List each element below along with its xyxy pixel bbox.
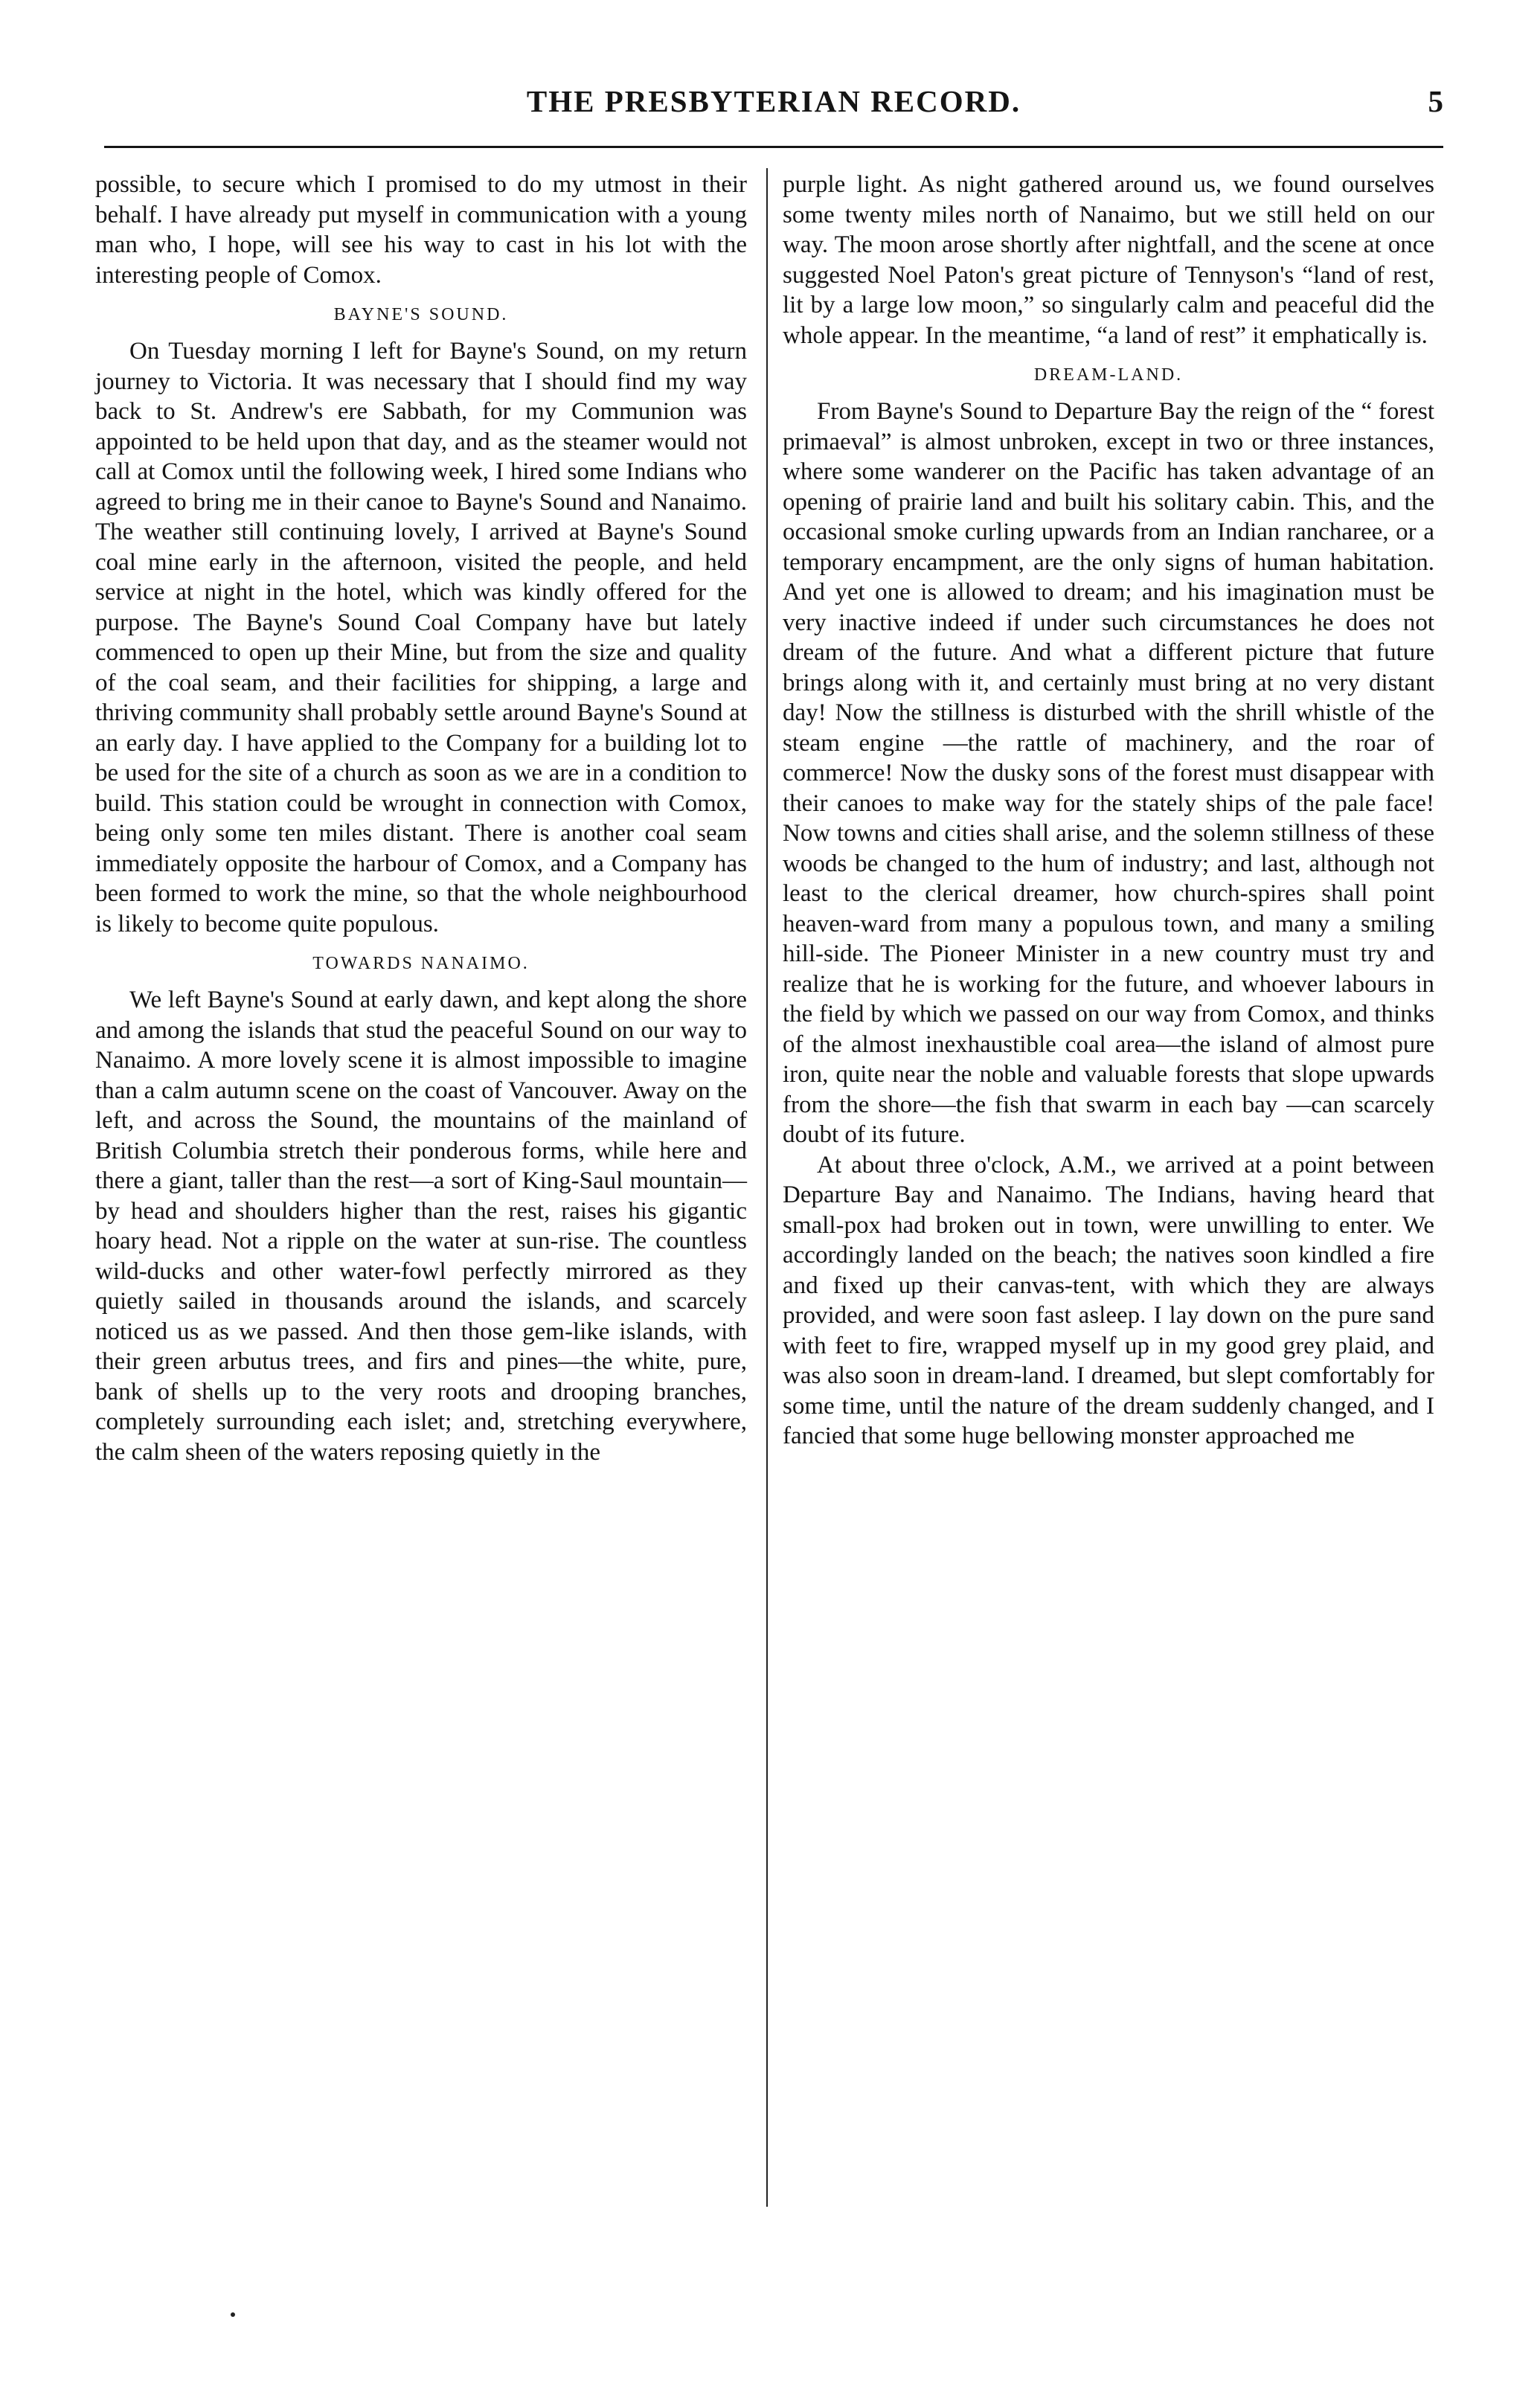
- section-heading: TOWARDS NANAIMO.: [312, 954, 530, 973]
- left-column: [95, 170, 747, 1467]
- section-heading: DREAM-LAND.: [1033, 365, 1184, 385]
- paragraph: purple light. As night gathered around us, we found ourselves some twenty miles north of Nanaimo, but we still held on our way. The moon arose shortly after nightfall, and the scene at once suggested Noel Paton's great picture of Tennyson's “land of rest, lit by a large low moon,” so singularly calm and peaceful did the whole appear. In the meantime, “a land of rest” it emphatically is.: [783, 171, 1434, 349]
- header-rule: [104, 146, 1443, 148]
- paragraph: We left Bayne's Sound at early dawn, and kept along the shore and among the islands that stud the peaceful Sound on our way to Nanaimo. A more lovely scene it is almost impossible to imagine than a calm autumn scene on the coast of Vancouver. Away on the left, and across the Sound, the mountains of the mainland of British Columbia stretch their ponderous forms, while here and there a giant, taller than the rest—a sort of King-Saul mountain—by head and shoulders higher than the rest, raises his gigantic hoary head. Not a ripple on the water at sun-rise. The countless wild-ducks and other water-fowl perfectly mirrored as they quietly sailed in thousands around the islands, and scarcely noticed us as we passed. And then those gem-like islands, with their green arbutus trees, and firs and pines—the white, pure, bank of shells up to the very roots and drooping branches, completely surrounding each islet; and, stretching everywhere, the calm sheen of the waters reposing quietly in the: [95, 987, 747, 1466]
- page-number: 5: [1428, 84, 1443, 118]
- paragraph: On Tuesday morning I left for Bayne's Sound, on my return journey to Victoria. It was necessary that I should find my way back to St. Andrew's ere Sabbath, for my Communion was appointed to be held upon that day, and as the steamer would not call at Comox until the following week, I hired some Indians who agreed to bring me in their canoe to Bayne's Sound and Nanaimo. The weather still continuing lovely, I arrived at Bayne's Sound coal mine early in the afternoon, visited the people, and held service at night in the hotel, which was kindly offered for the purpose. The Bayne's Sound Coal Company have but lately commenced to open up their Mine, but from the size and quality of the coal seam, and their facilities for shipping, a large and thriving community shall probably settle around Bayne's Sound at an early day. I have applied to the Company for a building lot to be used for the site of a church as soon as we are in a condition to build. This station could be wrought in connection with Comox, being only some ten miles distant. There is another coal seam immediately opposite the harbour of Comox, and a Company has been formed to work the mine, so that the whole neighbourhood is likely to become quite populous.: [95, 338, 747, 937]
- running-title: THE PRESBYTERIAN RECORD.: [526, 84, 1021, 118]
- section-heading: BAYNE'S SOUND.: [333, 305, 509, 324]
- right-column: [783, 170, 1434, 1452]
- page-header: [104, 80, 1443, 140]
- paragraph: From Bayne's Sound to Departure Bay the reign of the “ forest primaeval” is almost unbroken, except in two or three instances, where some wanderer on the Pacific has taken advantage of an opening of prairie land and built his solitary cabin. This, and the occasional smoke curling upwards from an Indian rancharee, or a temporary encampment, are the only signs of human habitation. And yet one is allowed to dream; and his imagination must be very inactive indeed if under such circumstances he does not dream of the future. And what a different picture that future brings along with it, and certainly must bring at no very distant day! Now the stillness is disturbed with the shrill whistle of the steam engine —the rattle of machinery, and the roar of commerce! Now the dusky sons of the forest must disappear with their canoes to make way for the stately ships of the pale face! Now towns and cities shall arise, and the solemn stillness of these woods be changed to the hum of industry; and last, although not least to the clerical dreamer, how church-spires shall point heaven-ward from many a populous town, and many a smiling hill-side. The Pioneer Minister in a new country must try and realize that he is working for the future, and whoever labours in the field by which we passed on our way from Comox, and thinks of the almost inexhaustible coal area—the island of almost pure iron, quite near the noble and valuable forests that slope upwards from the shore—the fish that swarm in each bay —can scarcely doubt of its future.: [783, 398, 1434, 1148]
- column-divider: [766, 168, 768, 2207]
- paragraph: At about three o'clock, A.M., we arrived at a point between Departure Bay and Nanaimo. The Indians, having heard that small-pox had broken out in town, were unwilling to enter. We accordingly landed on the beach; the natives soon kindled a fire and fixed up their canvas-tent, with which they are always provided, and were soon fast asleep. I lay down on the pure sand with feet to fire, wrapped myself up in my good grey plaid, and was also soon in dream-land. I dreamed, but slept comfortably for some time, until the nature of the dream suddenly changed, and I fancied that some huge bellowing monster approached me: [783, 1151, 1434, 1449]
- paragraph: possible, to secure which I promised to do my utmost in their behalf. I have already put myself in communication with a young man who, I hope, will see his way to cast in his lot with the interesting people of Comox.: [95, 171, 747, 289]
- print-speck: [231, 2312, 235, 2317]
